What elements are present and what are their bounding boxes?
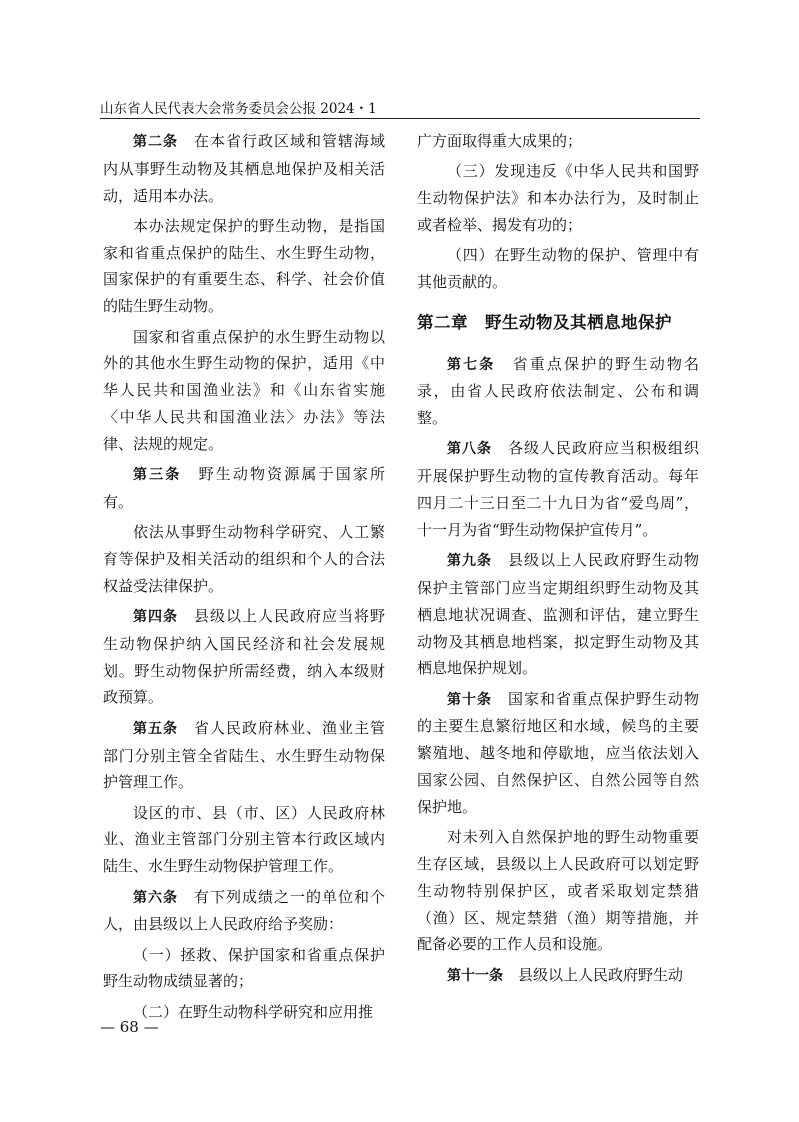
- header-rule: [100, 118, 700, 119]
- paragraph: [417, 158, 699, 238]
- right-column-bottom: [417, 351, 699, 990]
- paragraph-text: （三）发现违反《中华人民共和国野生动物保护法》和本办法行为，及时制止或者检举、揭发有功的；: [417, 162, 699, 234]
- paragraph: [417, 824, 699, 958]
- paragraph-text: 有下列成绩之一的单位和个人，由县级以上人民政府给予奖励：: [103, 887, 385, 934]
- article-number: 第六条: [133, 889, 178, 906]
- paragraph-text: 广方面取得重大成果的；: [417, 132, 583, 150]
- article-paragraph: [103, 461, 385, 516]
- paragraph-text: 各级人民政府应当积极组织开展保护野生动物的宣传教育活动。每年四月二十三日至二十九日为省“爱鸟周”，十一月为省“野生动物保护宣传月”。: [417, 439, 699, 539]
- right-column-top: [417, 128, 699, 296]
- article-paragraph: [103, 884, 385, 939]
- paragraph-text: （一）拯救、保护国家和省重点保护野生动物成绩显著的；: [103, 945, 385, 991]
- article-paragraph: [417, 435, 699, 543]
- article-number: 第八条: [447, 441, 492, 458]
- article-paragraph: [103, 603, 385, 711]
- paragraph: [103, 213, 385, 320]
- article-paragraph: [417, 351, 699, 432]
- paragraph: [103, 800, 385, 880]
- paragraph-text: 县级以上人民政府应当将野生动物保护纳入国民经济和社会发展规划。野生动物保护所需经费，纳入本级财政预算。: [103, 607, 385, 707]
- paragraph-text: 国家和省重点保护的水生野生动物以外的其他水生野生动物的保护，适用《中华人民共和国渔业法》和《山东省实施〈中华人民共和国渔业法〉办法》等法律、法规的规定。: [103, 327, 385, 453]
- paragraph-text: 省重点保护的野生动物名录，由省人民政府依法制定、公布和调整。: [417, 354, 699, 428]
- paragraph-text: 国家和省重点保护野生动物的主要生息繁衍地区和水域，候鸟的主要繁殖地、越冬地和停歇地，应当依法划入国家公园、自然保护区、自然公园等自然保护地。: [417, 689, 699, 816]
- paragraph-text: 野生动物资源属于国家所有。: [103, 465, 385, 511]
- paragraph-text: 县级以上人民政府野生动: [518, 965, 684, 984]
- article-paragraph: [103, 715, 385, 796]
- chapter-heading: 第二章 野生动物及其栖息地保护: [417, 312, 672, 332]
- paragraph: [103, 942, 385, 996]
- left-column: [103, 128, 385, 1029]
- article-number: 第四条: [133, 609, 178, 626]
- paragraph: [103, 324, 385, 458]
- paragraph-text: （二）在野生动物科学研究和应用推: [133, 1002, 374, 1021]
- article-number: 第十条: [447, 691, 492, 708]
- right-column: [417, 128, 699, 993]
- paragraph-text: 设区的市、县（市、区）人民政府林业、渔业主管部门分别主管本行政区域内陆生、水生野生动物保护管理工作。: [103, 803, 385, 876]
- article-number: 第十一条: [447, 967, 503, 984]
- paragraph-text: 省人民政府林业、渔业主管部门分别主管全省陆生、水生野生动物保护管理工作。: [103, 718, 385, 792]
- paragraph-text: 本办法规定保护的野生动物，是指国家和省重点保护的陆生、水生野生动物，国家保护的有重要生态、科学、社会价值的陆生野生动物。: [103, 216, 385, 316]
- article-paragraph: [417, 547, 699, 682]
- paragraph-text: 县级以上人民政府野生动物保护主管部门应当定期组织野生动物及其栖息地状况调查、监测和评估，建立野生动物及其栖息地档案，拟定野生动物及其栖息地保护规划。: [417, 551, 699, 678]
- page-number: — 68 —: [100, 1018, 159, 1036]
- article-paragraph: [103, 128, 385, 209]
- article-paragraph: [417, 962, 699, 990]
- paragraph-text: 在本省行政区域和管辖海域内从事野生动物及其栖息地保护及相关活动，适用本办法。: [103, 132, 385, 205]
- article-paragraph: [417, 686, 699, 821]
- paragraph-text: 对未列入自然保护地的野生动物重要生存区域，县级以上人民政府可以划定野生动物特别保护区，或者采取划定禁猎（渔）区、规定禁猎（渔）期等措施，并配备必要的工作人员和设施。: [417, 828, 699, 954]
- article-number: 第七条: [447, 356, 496, 373]
- paragraph: [103, 519, 385, 599]
- article-number: 第五条: [133, 720, 178, 737]
- article-number: 第九条: [447, 553, 492, 570]
- article-number: 第三条: [133, 467, 182, 484]
- article-number: 第二条: [133, 134, 178, 150]
- paragraph: [417, 128, 699, 155]
- paragraph-text: 依法从事野生动物科学研究、人工繁育等保护及相关活动的组织和个人的合法权益受法律保护。: [103, 523, 385, 595]
- bulletin-header: 山东省人民代表大会常务委员会公报 2024・1: [100, 101, 377, 117]
- paragraph-text: （四）在野生动物的保护、管理中有其他贡献的。: [417, 246, 699, 291]
- paragraph: [417, 242, 699, 296]
